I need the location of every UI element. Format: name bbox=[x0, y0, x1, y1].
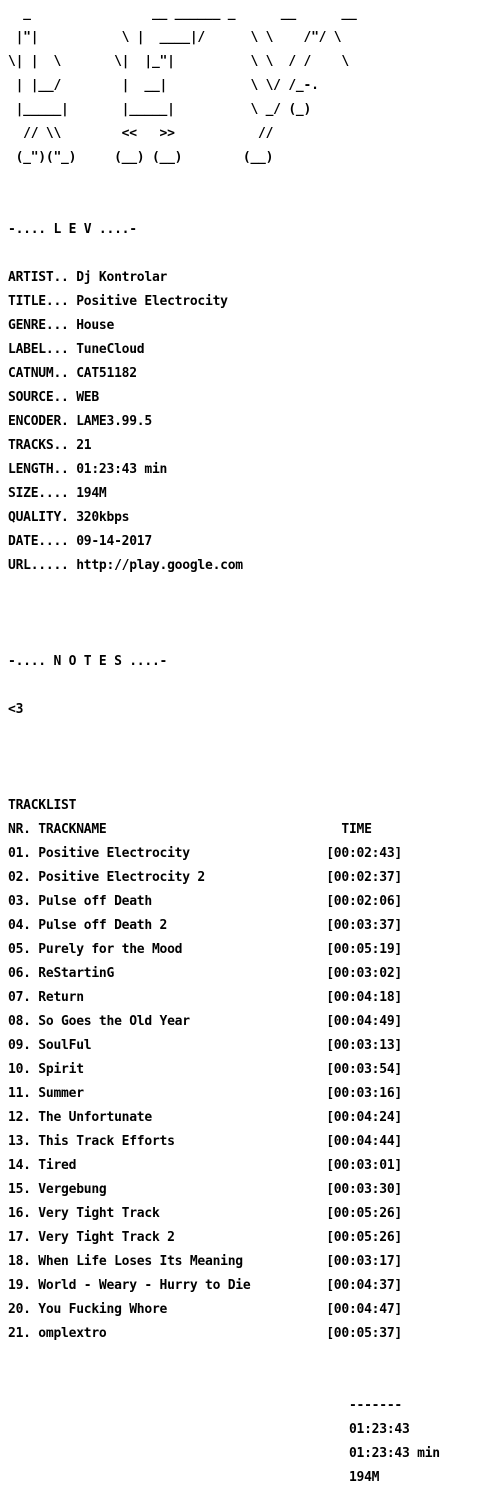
info-url: URL..... http://play.google.com bbox=[8, 558, 243, 573]
track-row: 01. Positive Electrocity [00:02:43] bbox=[8, 846, 402, 861]
track-row: 02. Positive Electrocity 2 [00:02:37] bbox=[8, 870, 402, 885]
track-row: 17. Very Tight Track 2 [00:05:26] bbox=[8, 1230, 402, 1245]
summary-rule: ------- bbox=[8, 1398, 402, 1413]
blank-line bbox=[8, 200, 440, 212]
logo-art-line: |_____| |_____| \ _/ (_) bbox=[8, 102, 312, 117]
info-date: DATE.... 09-14-2017 bbox=[8, 534, 152, 549]
blank-line bbox=[8, 176, 440, 188]
info-catnum: CATNUM.. CAT51182 bbox=[8, 366, 137, 381]
info-size: SIZE.... 194M bbox=[8, 486, 107, 501]
track-row: 20. You Fucking Whore [00:04:47] bbox=[8, 1302, 402, 1317]
info-title: TITLE... Positive Electrocity bbox=[8, 294, 228, 309]
track-row: 09. SoulFul [00:03:13] bbox=[8, 1038, 402, 1053]
blank-line bbox=[8, 1352, 440, 1364]
info-genre: GENRE... House bbox=[8, 318, 115, 333]
info-encoder: ENCODER. LAME3.99.5 bbox=[8, 414, 152, 429]
track-row: 12. The Unfortunate [00:04:24] bbox=[8, 1110, 402, 1125]
logo-art-line: _ __ ______ _ __ __ bbox=[8, 6, 357, 21]
track-row: 04. Pulse off Death 2 [00:03:37] bbox=[8, 918, 402, 933]
logo-art-line: // \\ << >> // bbox=[8, 126, 274, 141]
track-row: 07. Return [00:04:18] bbox=[8, 990, 402, 1005]
logo-art-line: |"| \ | ____|/ \ \ /"/ \ bbox=[8, 30, 342, 45]
blank-line bbox=[8, 632, 440, 644]
track-row: 19. World - Weary - Hurry to Die [00:04:37] bbox=[8, 1278, 402, 1293]
track-row: 13. This Track Efforts [00:04:44] bbox=[8, 1134, 402, 1149]
info-source: SOURCE.. WEB bbox=[8, 390, 99, 405]
track-row: 08. So Goes the Old Year [00:04:49] bbox=[8, 1014, 402, 1029]
track-row: 18. When Life Loses Its Meaning [00:03:17] bbox=[8, 1254, 402, 1269]
logo-art-line: | |__/ | __| \ \/ /_-. bbox=[8, 78, 319, 93]
blank-line bbox=[8, 680, 440, 692]
info-tracks: TRACKS.. 21 bbox=[8, 438, 92, 453]
blank-line bbox=[8, 608, 440, 620]
blank-line bbox=[8, 752, 440, 764]
nfo-document bbox=[8, 8, 440, 1496]
blank-line bbox=[8, 776, 440, 788]
notes-title: -.... N O T E S ....- bbox=[8, 654, 168, 669]
track-row: 21. omplextro [00:05:37] bbox=[8, 1326, 402, 1341]
tracklist-header: NR. TRACKNAME TIME bbox=[8, 822, 372, 837]
track-row: 05. Purely for the Mood [00:05:19] bbox=[8, 942, 402, 957]
header-title: -.... L E V ....- bbox=[8, 222, 137, 237]
track-row: 10. Spirit [00:03:54] bbox=[8, 1062, 402, 1077]
blank-line bbox=[8, 728, 440, 740]
track-row: 03. Pulse off Death [00:02:06] bbox=[8, 894, 402, 909]
info-label: LABEL... TuneCloud bbox=[8, 342, 145, 357]
blank-line bbox=[8, 1376, 440, 1388]
summary-time: 01:23:43 bbox=[8, 1422, 410, 1437]
blank-line bbox=[8, 584, 440, 596]
track-row: 11. Summer [00:03:16] bbox=[8, 1086, 402, 1101]
track-row: 14. Tired [00:03:01] bbox=[8, 1158, 402, 1173]
info-artist: ARTIST.. Dj Kontrolar bbox=[8, 270, 168, 285]
summary-size: 194M bbox=[8, 1470, 380, 1485]
notes-text: <3 bbox=[8, 702, 24, 717]
info-quality: QUALITY. 320kbps bbox=[8, 510, 130, 525]
track-row: 16. Very Tight Track [00:05:26] bbox=[8, 1206, 402, 1221]
logo-art-line: \| | \ \| |_"| \ \ / / \ bbox=[8, 54, 349, 69]
track-row: 06. ReStartinG [00:03:02] bbox=[8, 966, 402, 981]
blank-line bbox=[8, 248, 440, 260]
summary-length: 01:23:43 min bbox=[8, 1446, 440, 1461]
tracklist-title: TRACKLIST bbox=[8, 798, 77, 813]
track-row: 15. Vergebung [00:03:30] bbox=[8, 1182, 402, 1197]
info-length: LENGTH.. 01:23:43 min bbox=[8, 462, 168, 477]
logo-art-line: (_")("_) (__) (__) (__) bbox=[8, 150, 274, 165]
